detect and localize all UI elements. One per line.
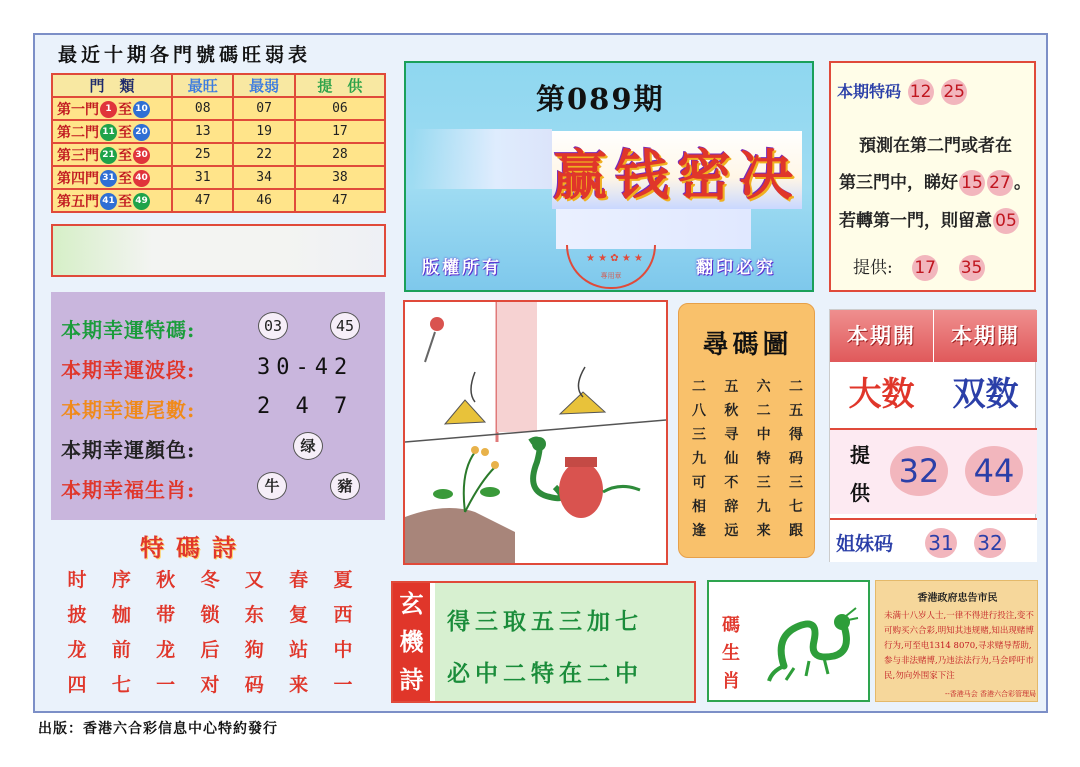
snake-jar-illustration xyxy=(405,302,666,563)
prediction-num: 05 xyxy=(993,208,1019,234)
lucky-zodiac: 牛 xyxy=(257,472,287,500)
seek-char: 跟 xyxy=(788,523,803,539)
cold-cell: 22 xyxy=(233,143,294,166)
row-label xyxy=(52,143,172,166)
special-num: 12 xyxy=(908,79,934,105)
ball-from: 11 xyxy=(100,124,117,141)
ball-to: 20 xyxy=(133,124,150,141)
poem-char: 七 xyxy=(111,674,131,696)
seek-row xyxy=(687,472,808,496)
poem-char: 龙 xyxy=(156,639,176,661)
poem-row xyxy=(60,635,360,670)
prediction-text: 若轉第一門，則留意 xyxy=(839,211,992,231)
lucky-weishu-label: 本期幸運尾數: xyxy=(61,398,196,422)
poem-char: 冬 xyxy=(200,569,220,591)
hot-cell: 08 xyxy=(172,97,233,120)
open-result-box xyxy=(829,309,1036,562)
open-provide-label: 提供 xyxy=(850,443,870,505)
hot-cell: 25 xyxy=(172,143,233,166)
seek-char: 五 xyxy=(724,379,739,395)
ball-to: 40 xyxy=(133,170,150,187)
row-label xyxy=(52,97,172,120)
table-row xyxy=(52,120,385,143)
seek-char: 得 xyxy=(788,427,803,443)
special-num: 25 xyxy=(941,79,967,105)
door-name: 第三門 xyxy=(57,147,99,164)
seek-char: 二 xyxy=(756,403,771,419)
banner-title: 赢钱密决 xyxy=(553,143,801,207)
seek-code-title: 尋碼圖 xyxy=(702,330,793,360)
provide-num: 17 xyxy=(912,255,938,281)
prediction-line-1: 預測在第二門或者在 xyxy=(859,136,1012,156)
ball-to: 49 xyxy=(133,193,150,210)
notice-title: 香港政府忠告市民 xyxy=(917,593,998,604)
row-label xyxy=(52,189,172,212)
zodiac-label: 碼生肖 xyxy=(722,615,740,692)
seek-char: 五 xyxy=(788,403,803,419)
col-header-hot: 最旺 xyxy=(172,74,233,97)
blurred-area xyxy=(556,209,751,249)
lucky-boduan: 30-42 xyxy=(257,355,354,380)
ball-from: 21 xyxy=(100,147,117,164)
poem-char: 龙 xyxy=(67,639,87,661)
ball-to: 30 xyxy=(133,147,150,164)
seek-char: 秋 xyxy=(724,403,739,419)
poem-char: 东 xyxy=(244,604,264,626)
xuanji-line-1: 得三取五三加七 xyxy=(447,608,643,635)
open-provide-row xyxy=(830,428,1037,514)
prediction-line-3 xyxy=(839,206,1020,234)
table-header-row xyxy=(52,74,385,97)
lucky-color: 绿 xyxy=(293,432,323,460)
range-sep: 至 xyxy=(118,101,132,118)
hot-cell: 47 xyxy=(172,189,233,212)
lucky-weishu: 2 4 7 xyxy=(257,394,354,419)
seal-stars-icon: ★ ★ ✿ ★ ★ xyxy=(586,253,643,264)
seek-char: 三 xyxy=(788,475,803,491)
cold-cell: 46 xyxy=(233,189,294,212)
table-row xyxy=(52,97,385,120)
center-banner xyxy=(404,61,814,292)
table-row xyxy=(52,189,385,212)
seek-char: 三 xyxy=(692,427,706,443)
poem-char: 时 xyxy=(67,569,87,591)
row-label xyxy=(52,166,172,189)
seek-char: 六 xyxy=(756,379,771,395)
open-provide-num: 44 xyxy=(965,446,1023,496)
lucky-panel xyxy=(51,292,385,520)
copyright-right: 翻印必究 xyxy=(696,258,776,278)
sister-num: 31 xyxy=(925,528,957,558)
poem-grid xyxy=(60,565,360,705)
xuanji-poem-box xyxy=(391,581,696,703)
number-strength-table xyxy=(51,73,386,213)
seek-char: 辞 xyxy=(724,499,739,515)
prediction-num: 27 xyxy=(987,170,1013,196)
poem-char: 一 xyxy=(333,674,353,696)
provide-line xyxy=(853,253,986,281)
xuanji-body xyxy=(435,583,694,701)
range-sep: 至 xyxy=(118,193,132,210)
lucky-tema-label: 本期幸運特碼: xyxy=(61,318,196,342)
poem-char: 站 xyxy=(289,639,309,661)
seal-stamp xyxy=(566,245,656,289)
publisher-footer: 出版：香港六合彩信息中心特約發行 xyxy=(38,721,278,737)
prediction-line-2 xyxy=(839,168,1031,196)
seek-char: 二 xyxy=(788,379,803,395)
sister-label: 姐妹码 xyxy=(836,533,894,555)
poem-row xyxy=(60,670,360,705)
zodiac-box xyxy=(707,580,870,702)
seek-char: 八 xyxy=(692,403,706,419)
ball-from: 31 xyxy=(100,170,117,187)
poem-char: 枷 xyxy=(111,604,131,626)
ball-from: 41 xyxy=(100,193,117,210)
provide-label: 提供: xyxy=(853,258,893,278)
copyright-left: 版權所有 xyxy=(422,258,502,278)
poem-char: 狗 xyxy=(244,639,264,661)
seek-char: 九 xyxy=(692,451,706,467)
poem-char: 夏 xyxy=(333,569,353,591)
poem-char: 锁 xyxy=(200,604,220,626)
open-even: 双数 xyxy=(952,374,1019,413)
col-header-provide: 提 供 xyxy=(295,74,385,97)
poem-char: 披 xyxy=(67,604,87,626)
door-name: 第二門 xyxy=(57,124,99,141)
open-big: 大数 xyxy=(848,374,915,413)
sister-code-row xyxy=(830,518,1037,562)
table-row xyxy=(52,143,385,166)
poem-row xyxy=(60,600,360,635)
seek-char: 来 xyxy=(756,523,771,539)
issue-number: 第089期 xyxy=(536,82,665,116)
provide-cell: 17 xyxy=(295,120,385,143)
range-sep: 至 xyxy=(118,147,132,164)
provide-cell: 06 xyxy=(295,97,385,120)
seek-char: 逢 xyxy=(692,523,706,539)
xuanji-label: 玄機詩 xyxy=(393,583,430,701)
special-code-line xyxy=(837,79,968,105)
seal-text: 專用章 xyxy=(600,272,622,280)
seek-char: 特 xyxy=(756,451,771,467)
seek-char: 中 xyxy=(756,427,771,443)
provide-num: 35 xyxy=(959,255,985,281)
prediction-text: 第三門中，睇好 xyxy=(839,173,958,193)
poem-row xyxy=(60,565,360,600)
range-sep: 至 xyxy=(118,124,132,141)
door-name: 第四門 xyxy=(57,170,99,187)
hot-cell: 13 xyxy=(172,120,233,143)
seek-char: 远 xyxy=(724,523,739,539)
cold-cell: 19 xyxy=(233,120,294,143)
blurred-area xyxy=(412,129,552,189)
seek-char: 仙 xyxy=(724,451,739,467)
xuanji-line-2: 必中二特在二中 xyxy=(447,660,643,687)
open-header-right: 本期開 xyxy=(934,310,1037,362)
poem-char: 码 xyxy=(244,674,264,696)
seek-row xyxy=(687,520,808,544)
seek-row xyxy=(687,424,808,448)
title-panel xyxy=(552,131,802,209)
door-name: 第五門 xyxy=(57,193,99,210)
provide-cell: 28 xyxy=(295,143,385,166)
poem-char: 一 xyxy=(156,674,176,696)
provide-cell: 47 xyxy=(295,189,385,212)
seek-row xyxy=(687,376,808,400)
special-code-box xyxy=(829,61,1036,292)
seek-char: 相 xyxy=(692,499,706,515)
special-code-label: 本期特码 xyxy=(837,82,902,101)
col-header-category: 門 類 xyxy=(52,74,172,97)
poem-char: 来 xyxy=(289,674,309,696)
table-row xyxy=(52,166,385,189)
poem-char: 四 xyxy=(67,674,87,696)
open-provide-num: 32 xyxy=(890,446,948,496)
poem-char: 秋 xyxy=(156,569,176,591)
poem-char: 又 xyxy=(244,569,264,591)
cold-cell: 34 xyxy=(233,166,294,189)
seek-char: 二 xyxy=(692,379,706,395)
poem-char: 前 xyxy=(111,639,131,661)
dragon-icon xyxy=(764,596,859,686)
prediction-end: 。 xyxy=(1014,173,1031,193)
notice-signature: --香港马会 香港六合彩管理局 xyxy=(945,690,1036,698)
provide-cell: 38 xyxy=(295,166,385,189)
col-header-cold: 最弱 xyxy=(233,74,294,97)
lucky-tema-num: 03 xyxy=(258,312,288,340)
ball-to: 10 xyxy=(133,101,150,118)
lucky-zodiac: 豬 xyxy=(330,472,360,500)
gov-notice xyxy=(875,580,1038,702)
row-label xyxy=(52,120,172,143)
poem-char: 后 xyxy=(200,639,220,661)
ball-from: 1 xyxy=(100,101,117,118)
seek-row xyxy=(687,400,808,424)
riddle-illustration xyxy=(403,300,668,565)
cold-cell: 07 xyxy=(233,97,294,120)
range-sep: 至 xyxy=(118,170,132,187)
blank-banner xyxy=(51,224,386,277)
lucky-zodiac-label: 本期幸福生肖: xyxy=(61,478,196,502)
poem-char: 中 xyxy=(333,639,353,661)
lucky-tema-num: 45 xyxy=(330,312,360,340)
seek-code-grid xyxy=(687,376,808,544)
table-title: 最近十期各門號碼旺弱表 xyxy=(58,44,312,66)
seek-char: 不 xyxy=(724,475,739,491)
hot-cell: 31 xyxy=(172,166,233,189)
seek-code-panel xyxy=(678,303,815,558)
seek-char: 九 xyxy=(756,499,771,515)
seek-row xyxy=(687,496,808,520)
poem-char: 西 xyxy=(333,604,353,626)
seek-char: 寻 xyxy=(724,427,739,443)
door-name: 第一門 xyxy=(57,101,99,118)
notice-body: 未满十八岁人士,一律不得进行投注,变不可购买六合彩,明知其违规赌,知出现赌博行为,可至电1314 8070,寻求赌导帮助,参与非法赌博,乃违法法行为,马会呼吁市民,勿向外围家下注 xyxy=(884,611,1034,681)
poem-char: 序 xyxy=(111,569,131,591)
sister-num: 32 xyxy=(974,528,1006,558)
seek-row xyxy=(687,448,808,472)
open-header-left: 本期開 xyxy=(830,310,933,362)
seek-char: 七 xyxy=(788,499,803,515)
lucky-color-label: 本期幸運顏色: xyxy=(61,438,196,462)
poem-char: 对 xyxy=(200,674,220,696)
prediction-num: 15 xyxy=(959,170,985,196)
seek-char: 可 xyxy=(692,475,706,491)
poem-title: 特碼詩 xyxy=(140,533,248,562)
poem-char: 春 xyxy=(289,569,309,591)
poem-char: 复 xyxy=(289,604,309,626)
poem-char: 带 xyxy=(156,604,176,626)
seek-char: 三 xyxy=(756,475,771,491)
lucky-boduan-label: 本期幸運波段: xyxy=(61,358,196,382)
seek-char: 码 xyxy=(788,451,803,467)
